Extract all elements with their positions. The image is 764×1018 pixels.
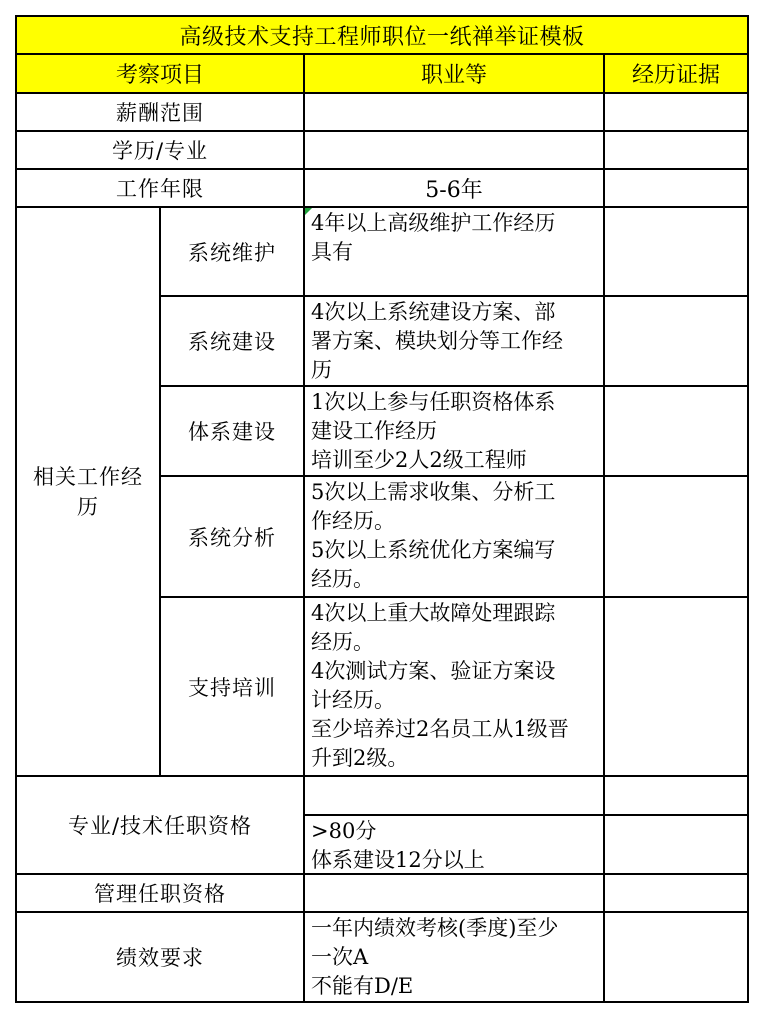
requirement-line: >80分 <box>311 819 377 843</box>
evidence-cell-salary-range <box>605 94 749 132</box>
requirement-line: 5次以上需求收集、分析工 <box>311 480 556 504</box>
evidence-cell-years-of-work <box>605 170 749 208</box>
requirement-years-of-work: 5-6年 <box>305 170 605 208</box>
requirement-line: 一次A <box>311 945 369 969</box>
requirement-line: 署方案、模块划分等工作经 <box>311 329 563 353</box>
requirement-system-construction <box>305 297 605 387</box>
requirement-support-training <box>305 598 605 777</box>
evidence-cell-management <box>605 875 749 913</box>
requirement-line: 升到2级。 <box>311 746 409 770</box>
requirement-performance <box>305 913 605 1003</box>
evidence-template-table <box>15 15 749 1003</box>
label-management-qualification: 管理任职资格 <box>17 875 305 913</box>
requirement-system-analysis <box>305 477 605 598</box>
evidence-cell-education <box>605 132 749 170</box>
evidence-cell-system-maintenance <box>605 208 749 297</box>
requirement-line: 4次测试方案、验证方案设 <box>311 659 556 683</box>
label-professional-qualification: 专业/技术任职资格 <box>17 777 305 875</box>
requirement-line: 一年内绩效考核(季度)至少 <box>311 916 559 940</box>
label-related-work-experience <box>17 208 161 777</box>
label-system-maintenance: 系统维护 <box>161 208 305 297</box>
label-system-construction: 系统建设 <box>161 297 305 387</box>
related-work-experience-text: 相关工作经历 <box>33 464 143 519</box>
requirement-line: 经历。 <box>311 567 374 591</box>
evidence-cell-qualification-top <box>605 777 749 816</box>
requirement-line: 4次以上重大故障处理跟踪 <box>311 601 556 625</box>
label-support-training: 支持培训 <box>161 598 305 777</box>
requirement-line: 不能有D/E <box>311 974 414 998</box>
label-education-major: 学历/专业 <box>17 132 305 170</box>
header-assessment-item: 考察项目 <box>17 55 305 94</box>
requirement-line: 1次以上参与任职资格体系 <box>311 390 556 414</box>
evidence-cell-support-training <box>605 598 749 777</box>
requirement-line: 至少培养过2名员工从1级晋 <box>311 717 569 741</box>
label-salary-range: 薪酬范围 <box>17 94 305 132</box>
evidence-cell-framework-construction <box>605 387 749 477</box>
requirement-line: 具有 <box>311 240 353 264</box>
requirement-line: 4次以上系统建设方案、部 <box>311 300 556 324</box>
requirement-line: 4年以上高级维护工作经历 <box>311 211 556 235</box>
table-title: 高级技术支持工程师职位一纸禅举证模板 <box>17 17 749 55</box>
requirement-framework-construction <box>305 387 605 477</box>
evidence-cell-system-analysis <box>605 477 749 598</box>
requirement-line: 历 <box>311 358 332 382</box>
label-system-analysis: 系统分析 <box>161 477 305 598</box>
header-job-level: 职业等 <box>305 55 605 94</box>
requirement-line: 建设工作经历 <box>311 419 437 443</box>
requirement-cell-management <box>305 875 605 913</box>
evidence-cell-performance <box>605 913 749 1003</box>
header-evidence: 经历证据 <box>605 55 749 94</box>
label-performance-requirement: 绩效要求 <box>17 913 305 1003</box>
requirement-cell-education <box>305 132 605 170</box>
requirement-line: 培训至少2人2级工程师 <box>311 448 527 472</box>
requirement-cell-qualification-top <box>305 777 605 816</box>
requirement-cell-salary-range <box>305 94 605 132</box>
label-framework-construction: 体系建设 <box>161 387 305 477</box>
label-years-of-work: 工作年限 <box>17 170 305 208</box>
requirement-line: 体系建设12分以上 <box>311 848 485 872</box>
requirement-line: 5次以上系统优化方案编写 <box>311 538 556 562</box>
requirement-system-maintenance <box>305 208 605 297</box>
comment-indicator-icon <box>305 208 312 215</box>
evidence-cell-system-construction <box>605 297 749 387</box>
evidence-cell-qualification-bottom <box>605 816 749 875</box>
requirement-line: 计经历。 <box>311 688 395 712</box>
requirement-professional-qualification <box>305 816 605 875</box>
requirement-line: 经历。 <box>311 630 374 654</box>
requirement-line: 作经历。 <box>311 509 395 533</box>
